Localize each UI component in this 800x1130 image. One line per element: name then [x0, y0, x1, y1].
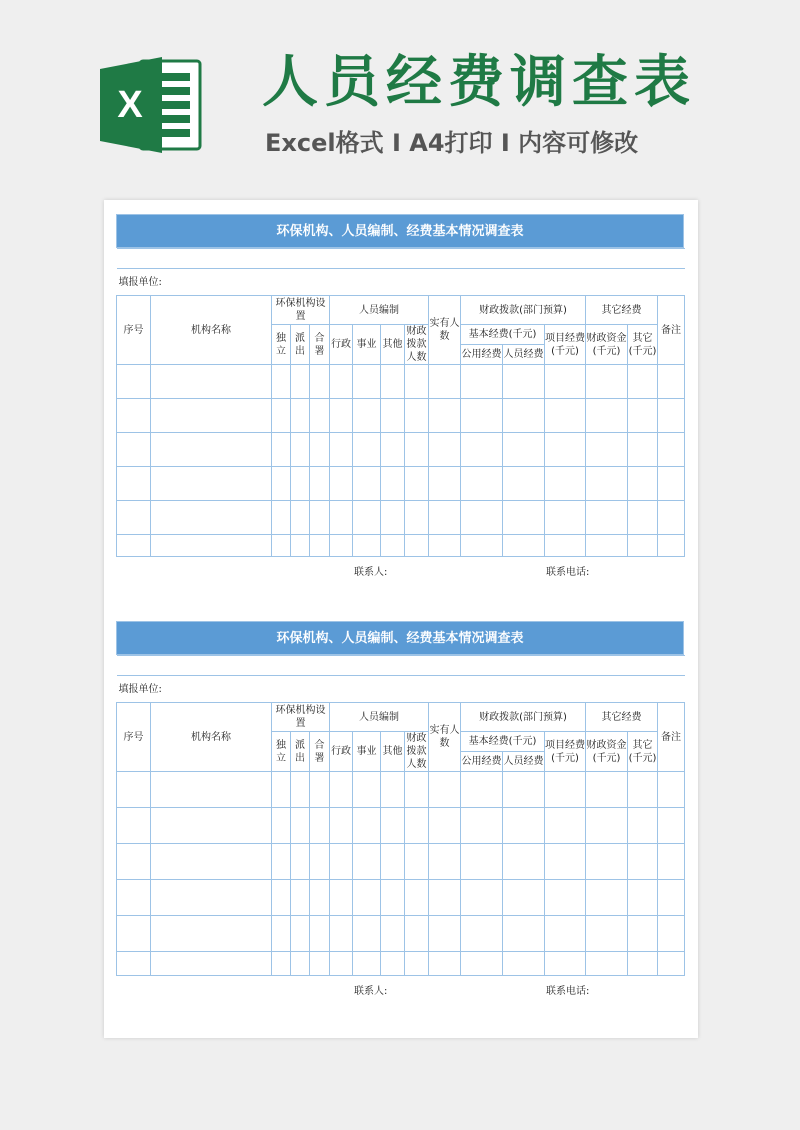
survey-form-1 — [116, 214, 684, 579]
col-staffing: 人员编制 — [330, 296, 429, 325]
excel-logo-icon — [100, 55, 204, 155]
col-other: 其他 — [381, 325, 405, 365]
blank-row — [117, 249, 685, 269]
col-dispatched: 派出 — [291, 732, 310, 772]
col-org-setup: 环保机构设置 — [272, 703, 330, 732]
survey-table — [116, 655, 685, 976]
col-public-funds: 公用经费 — [461, 752, 503, 772]
page-header — [0, 0, 800, 190]
col-actual-count: 实有人数 — [429, 296, 461, 365]
col-co-located: 合署 — [310, 325, 330, 365]
form-footer — [116, 557, 684, 579]
col-fiscal-alloc: 财政拨款(部门预算) — [461, 296, 586, 325]
col-personnel-funds: 人员经费 — [503, 345, 545, 365]
table-row — [117, 365, 685, 399]
col-other-funds: 其它经费 — [586, 703, 658, 732]
contact-label: 联系人: — [354, 567, 388, 578]
table-row — [117, 501, 685, 535]
col-fiscal-capital: 财政资金(千元) — [586, 732, 628, 772]
col-institution: 事业 — [353, 325, 381, 365]
table-row — [117, 772, 685, 808]
col-remarks: 备注 — [658, 703, 685, 772]
contact-label: 联系人: — [354, 986, 388, 997]
table-row — [117, 844, 685, 880]
col-other-funds: 其它经费 — [586, 296, 658, 325]
phone-label: 联系电话: — [546, 567, 590, 578]
blank-row — [117, 656, 685, 676]
form-title: 环保机构、人员编制、经费基本情况调查表 — [116, 621, 684, 655]
col-org-setup: 环保机构设置 — [272, 296, 330, 325]
survey-table — [116, 248, 685, 557]
col-org-name: 机构名称 — [151, 703, 272, 772]
col-other: 其他 — [381, 732, 405, 772]
col-dispatched: 派出 — [291, 325, 310, 365]
table-row — [117, 535, 685, 557]
col-other-k: 其它(千元) — [628, 732, 658, 772]
col-public-funds: 公用经费 — [461, 345, 503, 365]
table-row — [117, 433, 685, 467]
fill-unit-label: 填报单位: — [117, 269, 685, 296]
col-project-funds: 项目经费(千元) — [545, 732, 586, 772]
table-row — [117, 399, 685, 433]
fill-unit-label: 填报单位: — [117, 676, 685, 703]
form-title: 环保机构、人员编制、经费基本情况调查表 — [116, 214, 684, 248]
col-org-name: 机构名称 — [151, 296, 272, 365]
col-fiscal-count: 财政拨款人数 — [406, 326, 427, 363]
table-row — [117, 916, 685, 952]
table-row — [117, 808, 685, 844]
col-project-funds: 项目经费(千元) — [545, 325, 586, 365]
form-footer — [116, 976, 684, 998]
table-row — [117, 467, 685, 501]
col-fiscal-alloc: 财政拨款(部门预算) — [461, 703, 586, 732]
col-fiscal-count: 财政拨款人数 — [406, 733, 427, 770]
col-remarks: 备注 — [658, 296, 685, 365]
table-row — [117, 880, 685, 916]
col-staffing: 人员编制 — [330, 703, 429, 732]
col-other-k: 其它(千元) — [628, 325, 658, 365]
col-co-located: 合署 — [310, 732, 330, 772]
col-independent: 独立 — [272, 325, 291, 365]
col-institution: 事业 — [353, 732, 381, 772]
page-subtitle: Excel格式 I A4打印 I 内容可修改 — [265, 129, 639, 157]
survey-form-2 — [116, 621, 684, 998]
page-title: 人员经费调查表 — [262, 50, 696, 115]
col-admin: 行政 — [330, 325, 353, 365]
phone-label: 联系电话: — [546, 986, 590, 997]
col-seq: 序号 — [117, 703, 151, 772]
col-fiscal-capital: 财政资金(千元) — [586, 325, 628, 365]
col-basic-funds: 基本经费(千元) — [461, 325, 545, 345]
col-seq: 序号 — [117, 296, 151, 365]
table-row — [117, 952, 685, 976]
col-personnel-funds: 人员经费 — [503, 752, 545, 772]
col-admin: 行政 — [330, 732, 353, 772]
svg-text:X: X — [117, 84, 143, 126]
col-actual-count: 实有人数 — [429, 703, 461, 772]
col-independent: 独立 — [272, 732, 291, 772]
col-basic-funds: 基本经费(千元) — [461, 732, 545, 752]
